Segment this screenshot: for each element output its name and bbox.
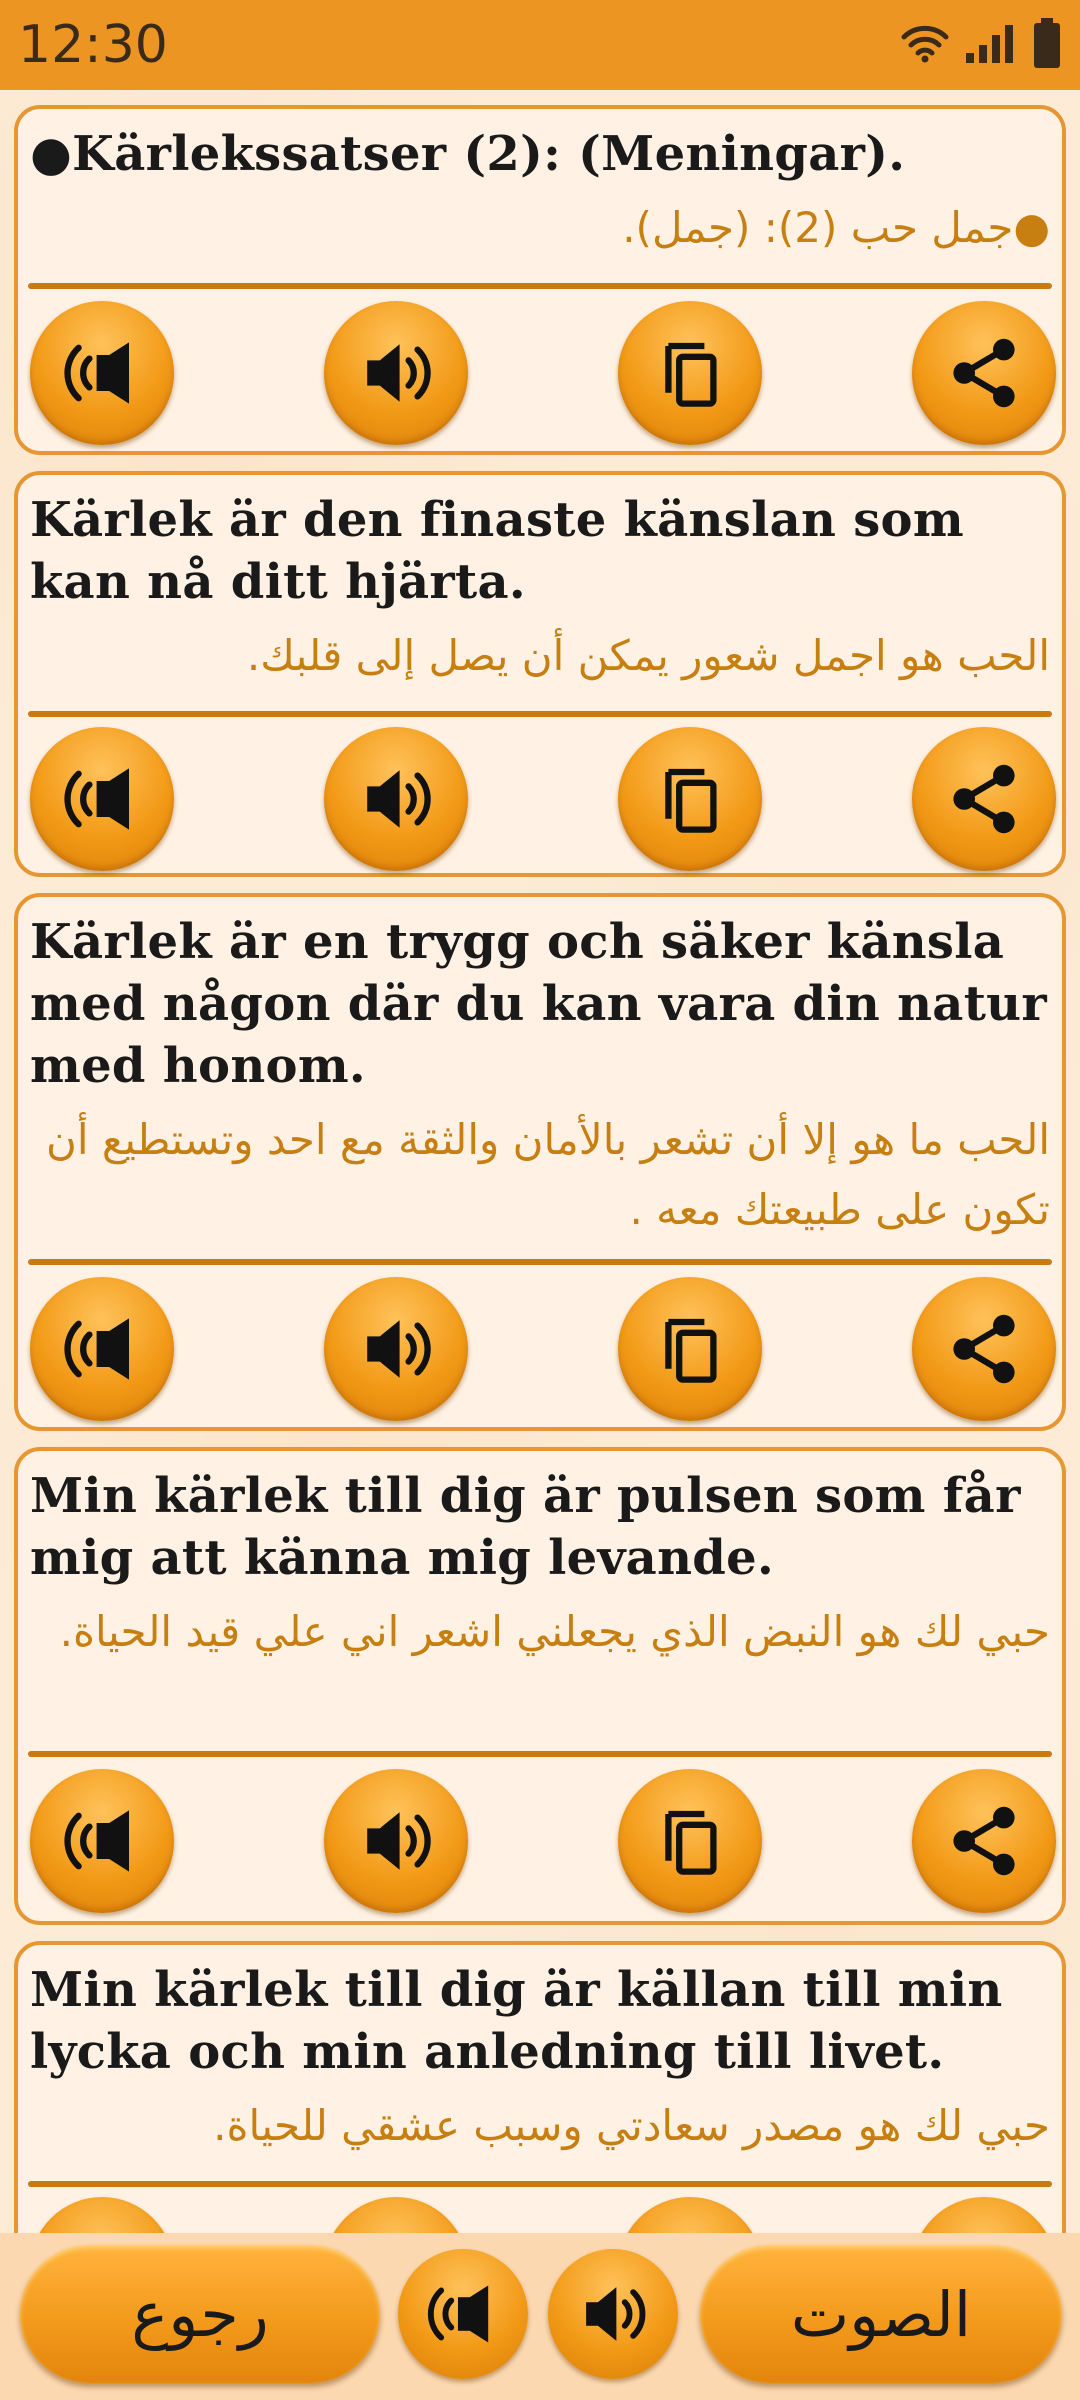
slow-speaker-icon — [57, 328, 147, 418]
phrase-card — [14, 893, 1066, 1431]
swedish-text: Kärlek är en trygg och säker känsla med någon där du kan vara din natur med honom. — [30, 914, 1047, 1094]
status-time: 12:30 — [18, 15, 168, 75]
copy-icon — [645, 1796, 735, 1886]
bottom-bar — [0, 2233, 1080, 2400]
share-button[interactable] — [912, 301, 1056, 445]
share-button[interactable] — [912, 727, 1056, 871]
copy-icon — [645, 1304, 735, 1394]
play-button[interactable] — [324, 1277, 468, 1421]
wifi-icon — [900, 23, 950, 67]
phrase-card — [14, 105, 1066, 455]
battery-icon — [1032, 18, 1062, 72]
arabic-text: الحب هو اجمل شعور يمكن أن يصل إلى قلبك. — [246, 631, 1050, 680]
arabic-text: الحب ما هو إلا أن تشعر بالأمان والثقة مع احد وتستطيع أن تكون على طبيعتك معه . — [46, 1115, 1050, 1234]
copy-icon — [645, 2224, 735, 2233]
divider — [28, 283, 1052, 289]
speaker-icon — [351, 2224, 441, 2233]
copy-button[interactable] — [618, 727, 762, 871]
share-icon — [939, 2224, 1029, 2233]
swedish-text: Min kärlek till dig är källan till min lycka och min anledning till livet. — [30, 1962, 1003, 2080]
speaker-icon — [571, 2272, 655, 2356]
play-button[interactable] — [324, 301, 468, 445]
action-row — [18, 2197, 1062, 2233]
swedish-text: Kärlek är den finaste känslan som kan nå ditt hjärta. — [30, 492, 964, 610]
phrase-card — [14, 1941, 1066, 2233]
bottom-play-button[interactable] — [548, 2249, 678, 2379]
play-button[interactable] — [324, 1769, 468, 1913]
divider — [28, 711, 1052, 717]
play-slow-button[interactable] — [30, 1769, 174, 1913]
divider — [28, 2181, 1052, 2187]
copy-icon — [645, 328, 735, 418]
arabic-text: حبي لك هو مصدر سعادتي وسبب عشقي للحياة. — [213, 2101, 1050, 2150]
play-slow-button[interactable] — [30, 727, 174, 871]
action-row — [18, 1277, 1062, 1427]
share-icon — [939, 1796, 1029, 1886]
share-icon — [939, 754, 1029, 844]
sound-button[interactable]: الصوت — [700, 2245, 1062, 2383]
speaker-icon — [351, 754, 441, 844]
slow-speaker-icon — [57, 1304, 147, 1394]
action-row — [18, 1769, 1062, 1919]
speaker-icon — [351, 1304, 441, 1394]
arabic-text: ●جمل حب (2): (جمل). — [622, 203, 1050, 252]
play-button[interactable] — [324, 2197, 468, 2233]
back-button[interactable]: رجوع — [20, 2245, 380, 2383]
copy-button[interactable] — [618, 1769, 762, 1913]
copy-button[interactable] — [618, 301, 762, 445]
share-icon — [939, 328, 1029, 418]
status-bar — [0, 0, 1080, 90]
share-button[interactable] — [912, 1769, 1056, 1913]
share-icon — [939, 1304, 1029, 1394]
play-slow-button[interactable] — [30, 1277, 174, 1421]
share-button[interactable] — [912, 1277, 1056, 1421]
speaker-icon — [351, 328, 441, 418]
play-slow-button[interactable] — [30, 2197, 174, 2233]
copy-button[interactable] — [618, 1277, 762, 1421]
arabic-text: حبي لك هو النبض الذي يجعلني اشعر اني علي قيد الحياة. — [59, 1607, 1050, 1656]
copy-icon — [645, 754, 735, 844]
speaker-icon — [351, 1796, 441, 1886]
signal-icon — [964, 23, 1018, 67]
slow-speaker-icon — [57, 2224, 147, 2233]
slow-speaker-icon — [57, 1796, 147, 1886]
phrase-card — [14, 1447, 1066, 1925]
divider — [28, 1259, 1052, 1265]
bottom-play-slow-button[interactable] — [398, 2249, 528, 2379]
share-button[interactable] — [912, 2197, 1056, 2233]
slow-speaker-icon — [421, 2272, 505, 2356]
play-button[interactable] — [324, 727, 468, 871]
action-row — [18, 727, 1062, 877]
divider — [28, 1751, 1052, 1757]
action-row — [18, 301, 1062, 451]
phrase-card — [14, 471, 1066, 877]
swedish-text: Min kärlek till dig är pulsen som får mig att känna mig levande. — [30, 1468, 1021, 1586]
slow-speaker-icon — [57, 754, 147, 844]
status-icons — [900, 18, 1062, 72]
copy-button[interactable] — [618, 2197, 762, 2233]
play-slow-button[interactable] — [30, 301, 174, 445]
phrase-list[interactable] — [0, 90, 1080, 2233]
swedish-text: ●Kärlekssatser (2): (Meningar). — [30, 126, 906, 182]
